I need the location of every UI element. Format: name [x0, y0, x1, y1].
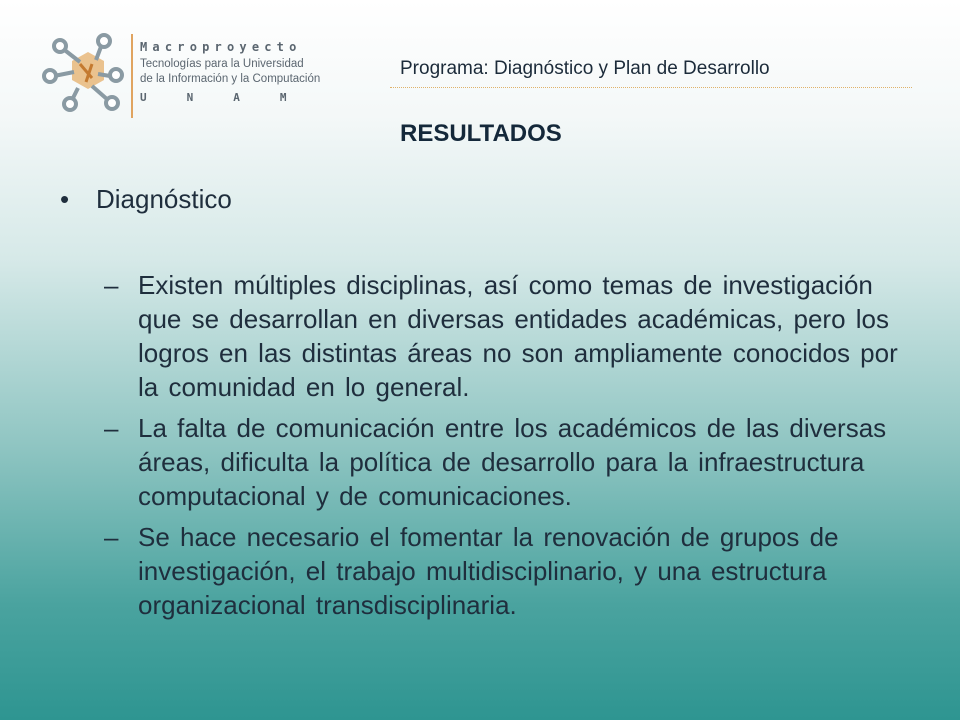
sub-bullet-list — [104, 268, 904, 629]
bullet-marker: • — [60, 184, 70, 214]
sub-bullet-item — [104, 520, 904, 622]
molecule-logo-icon — [40, 28, 130, 124]
logo-line-macroproyecto: Macroproyecto — [140, 40, 302, 54]
dash-marker: – — [104, 522, 119, 552]
sub-bullet-item — [104, 268, 904, 404]
program-title: Programa: Diagnóstico y Plan de Desarrollo — [400, 58, 770, 79]
logo-line-informacion: de la Información y la Computación — [140, 73, 321, 85]
dash-marker: – — [104, 413, 119, 443]
sub-bullet-text: La falta de comunicación entre los académicos de las diversas áreas, dificulta la política de desarrollo para la infraestructura computacional y de comunicaciones. — [138, 413, 887, 511]
header-divider — [390, 87, 912, 88]
sub-bullet-text: Existen múltiples disciplinas, así como temas de investigación que se desarrollan en diversas entidades académicas, pero los logros en las distintas áreas no son ampliamente conocidos por la comunidad en lo general. — [138, 270, 898, 402]
unam-logo — [40, 28, 340, 124]
sub-bullet-text: Se hace necesario el fomentar la renovación de grupos de investigación, el trabajo multidisciplinario, y una estructura organizacional transdisciplinaria. — [138, 522, 839, 620]
sub-bullet-item — [104, 411, 904, 513]
logo-line-unam: UNAM — [140, 91, 327, 104]
bullet-text: Diagnóstico — [96, 184, 232, 214]
logo-divider — [131, 34, 133, 118]
slide-title: RESULTADOS — [400, 120, 562, 147]
logo-text — [140, 40, 327, 104]
logo-line-tecnologias: Tecnologías para la Universidad — [140, 58, 304, 70]
dash-marker: – — [104, 270, 119, 300]
